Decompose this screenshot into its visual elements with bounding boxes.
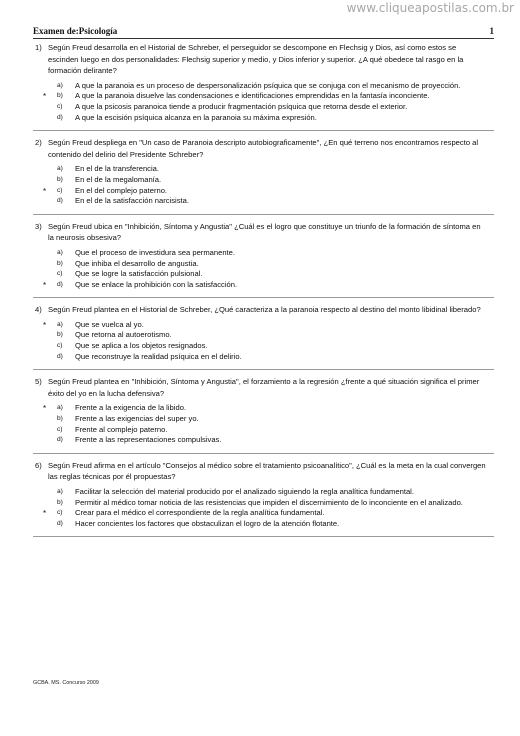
option-letter: a) [57, 488, 63, 495]
question-number: 2) [35, 138, 42, 148]
question-block [33, 298, 494, 370]
answer-options [33, 164, 494, 206]
answer-option [33, 435, 494, 446]
answer-option [33, 81, 494, 92]
question-number: 3) [35, 221, 42, 231]
option-text: Frente a las representaciones compulsivas. [75, 435, 222, 445]
option-text: En el del complejo paterno. [75, 185, 168, 195]
answer-option [33, 164, 494, 175]
option-text: Hacer concientes los factores que obstaculizan el logro de la atención flotante. [75, 518, 340, 528]
question-text: Según Freud ubica en "Inhibición, Síntoma y Angustia" ¿Cuál es el logro que constituye un triunfo de la formación de síntoma en la neurosis obsesiva? [48, 221, 481, 243]
option-text: A que la paranoia disuelve las condensaciones e identificaciones emprendidas en la fantasía inconciente. [75, 91, 430, 101]
answer-option [33, 186, 494, 197]
correct-answer-marker: * [43, 404, 47, 414]
option-text: A que la escisión psíquica alcanza en la paranoia su máxima expresión. [75, 112, 317, 122]
answer-option [33, 113, 494, 124]
option-letter: d) [57, 280, 63, 288]
correct-answer-marker: * [43, 186, 47, 196]
correct-answer-marker: * [43, 92, 47, 102]
option-letter: b) [57, 331, 63, 339]
answer-options [33, 320, 494, 362]
question-text: Según Freud plantea en "Inhibición, Síntoma y Angustia", el forzamiento a la regresión ¿frente a qué situación significa el primer éxito del yo en la lucha defensiva? [48, 377, 480, 398]
option-text: Frente al complejo paterno. [75, 424, 168, 434]
answer-option [33, 175, 494, 186]
option-text: Permitir al médico tomar noticia de las resistencias que impiden el discernimiento de lo inconciente en el analizado. [75, 497, 463, 507]
question-block [33, 215, 494, 299]
option-letter: c) [57, 270, 63, 278]
answer-option [33, 341, 494, 352]
correct-answer-marker: * [43, 509, 47, 519]
answer-option [33, 508, 494, 519]
option-letter: d) [57, 113, 63, 121]
answer-option [33, 414, 494, 425]
option-text: Que se vuelca al yo. [75, 319, 144, 329]
answer-option [33, 102, 494, 113]
question-text: Según Freud despliega en "Un caso de Paranoia descripto autobiograficamente", ¿En qué terreno nos encontramos respecto al contenido del delirio del Presidente Schreber? [48, 138, 479, 159]
question-number: 6) [35, 460, 42, 470]
answer-option [33, 280, 494, 291]
answer-options [33, 81, 494, 123]
option-letter: a) [57, 165, 63, 173]
answer-option [33, 352, 494, 363]
exam-title: Examen de:Psicología [33, 26, 118, 36]
answer-option [33, 330, 494, 341]
option-text: Que el proceso de investidura sea permanente. [75, 247, 235, 257]
option-letter: a) [57, 404, 63, 412]
option-text: Frente a las exigencias del super yo. [75, 414, 199, 424]
option-letter: d) [57, 197, 63, 205]
question-stem [33, 137, 494, 160]
option-letter: c) [57, 342, 63, 350]
option-text: A que la paranoia es un proceso de despersonalización psíquica que se conjuga con el mecanismo de proyección. [75, 80, 461, 90]
question-stem [33, 304, 494, 316]
answer-option [33, 487, 494, 498]
option-text: Que reconstruye la realidad psíquica en el delirio. [75, 351, 242, 361]
answer-options [33, 487, 494, 529]
answer-option [33, 425, 494, 436]
option-letter: d) [57, 436, 63, 444]
option-text: Frente a la exigencia de la libido. [75, 403, 187, 413]
option-text: Facilitar la selección del material producido por el analizado siguiendo la regla analítica fundamental. [75, 487, 414, 496]
question-text: Según Freud afirma en el artículo "Consejos al médico sobre el tratamiento psicoanalítico", ¿Cuál es la meta en la cual convergen las reglas técnicas por él propuestas? [48, 460, 486, 482]
option-letter: c) [57, 509, 63, 517]
answer-option [33, 498, 494, 509]
answer-option [33, 196, 494, 207]
question-block [33, 131, 494, 215]
option-letter: b) [57, 175, 63, 183]
option-letter: b) [57, 498, 63, 506]
correct-answer-marker: * [43, 280, 47, 290]
option-text: A que la psicosis paranoica tiende a producir fragmentación psíquica que retorna desde el exterior. [75, 101, 408, 111]
question-number: 1) [35, 43, 42, 52]
page-number: 1 [489, 26, 494, 36]
question-number: 4) [35, 305, 42, 315]
option-letter: a) [57, 320, 63, 328]
option-letter: a) [57, 248, 63, 256]
option-letter: b) [57, 92, 63, 100]
question-stem [33, 376, 494, 399]
page-header [33, 24, 494, 39]
option-text: Crear para el médico el correspondiente de la regla analítica fundamental. [75, 508, 325, 518]
correct-answer-marker: * [43, 320, 47, 330]
option-text: En el de la megalomanía. [75, 174, 162, 184]
question-text: Según Freud plantea en el Historial de Schreber, ¿Qué caracteriza a la paranoia respecto al destino del monto libidinal liberado? [48, 305, 481, 315]
question-list [33, 42, 494, 537]
option-text: En el de la transferencia. [75, 164, 160, 174]
option-text: Que se logre la satisfacción pulsional. [75, 269, 203, 279]
option-letter: c) [57, 425, 63, 433]
option-text: Que inhiba el desarrollo de angustia. [75, 258, 199, 268]
answer-option [33, 248, 494, 259]
question-stem [33, 42, 494, 77]
answer-option [33, 403, 494, 414]
question-number: 5) [35, 377, 42, 387]
site-watermark: www.cliqueapostilas.com.br [346, 1, 514, 15]
answer-option [33, 320, 494, 331]
option-letter: d) [57, 352, 63, 360]
answer-option [33, 269, 494, 280]
option-text: Que se aplica a los objetos resignados. [75, 341, 208, 351]
option-text: Que se enlace la prohibición con la satisfacción. [75, 279, 238, 289]
answer-option [33, 519, 494, 530]
page-footer: GCBA. MS. Concurso 2009 [33, 680, 99, 686]
option-letter: b) [57, 259, 63, 267]
answer-option [33, 91, 494, 102]
option-letter: b) [57, 415, 63, 423]
option-text: En el de la satisfacción narcisista. [75, 196, 189, 206]
question-block [33, 370, 494, 454]
option-letter: a) [57, 81, 63, 89]
option-letter: c) [57, 186, 63, 194]
question-stem [33, 221, 494, 244]
answer-options [33, 403, 494, 445]
question-block [33, 42, 494, 131]
question-block [33, 454, 494, 538]
answer-option [33, 259, 494, 270]
option-letter: c) [57, 102, 63, 110]
option-text: Que retorna al autoerotismo. [75, 330, 172, 340]
question-text: Según Freud desarrolla en el Historial de Schreber, el perseguidor se descompone en Flechsig y Dios, así como estos se escinden luego en dos personalidades: Flechsig superior y medio, y Dios inferior y superior. ¿A qué obedece tal rasgo en la formación delirante? [48, 43, 464, 76]
answer-options [33, 248, 494, 290]
option-letter: d) [57, 519, 63, 527]
question-stem [33, 460, 494, 483]
